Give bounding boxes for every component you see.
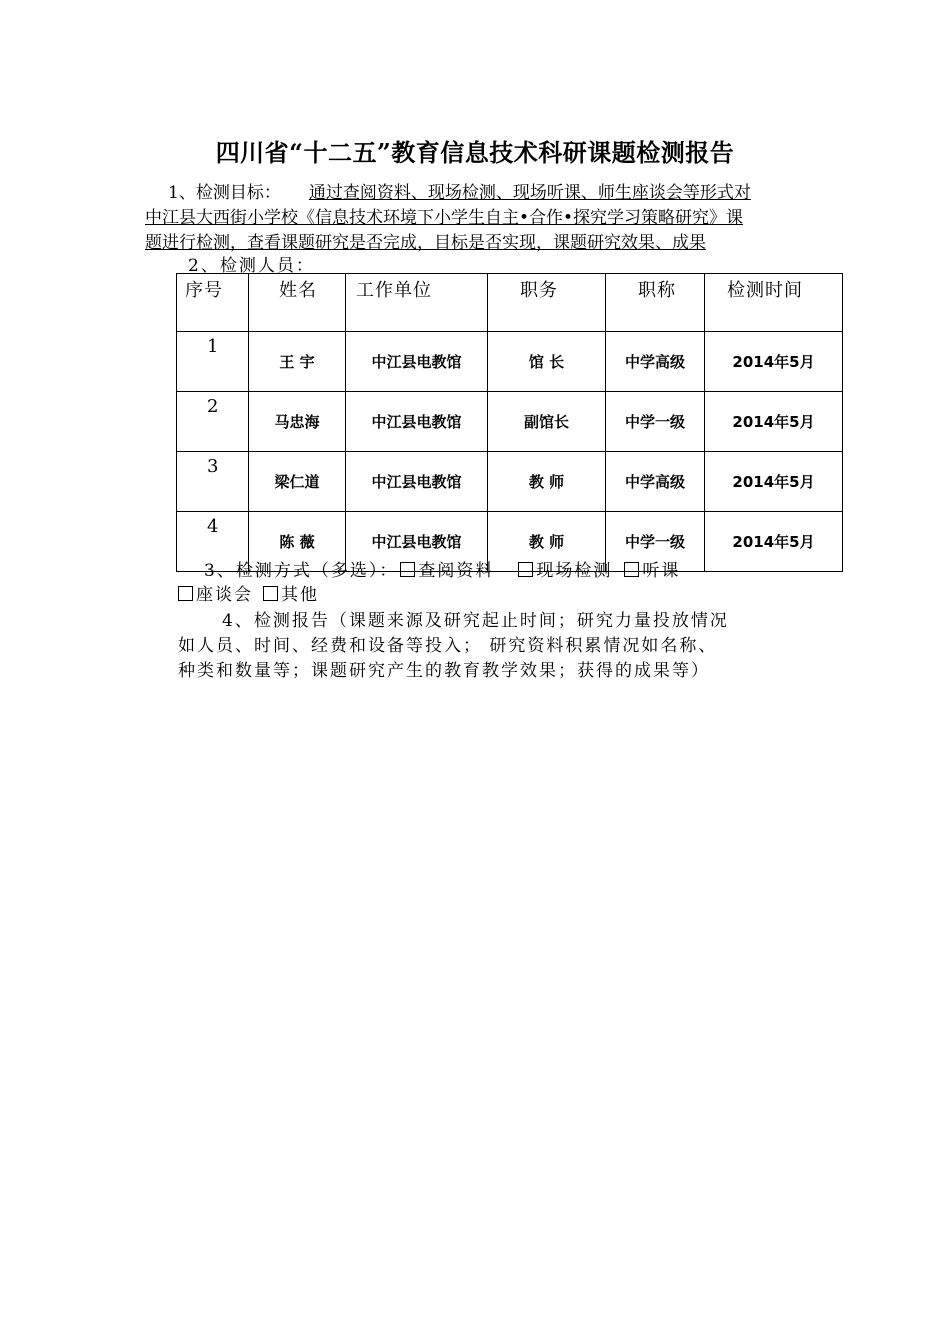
section3-line1 bbox=[204, 556, 680, 581]
checkbox-icon[interactable] bbox=[400, 562, 415, 577]
cell-date: 2014年5月 bbox=[705, 392, 843, 452]
header-position: 职务 bbox=[488, 274, 606, 332]
checkbox-icon[interactable] bbox=[263, 586, 278, 601]
option-label: 听课 bbox=[642, 561, 681, 581]
option-label: 现场检测 bbox=[536, 561, 613, 581]
header-title: 职称 bbox=[606, 274, 705, 332]
section1-line1 bbox=[168, 178, 751, 203]
header-date: 检测时间 bbox=[705, 274, 843, 332]
cell-title: 中学高级 bbox=[606, 452, 705, 512]
section4-line2: 如人员、时间、经费和设备等投入； 研究资料积累情况如名称、 bbox=[178, 636, 718, 656]
option-label: 座谈会 bbox=[196, 585, 253, 605]
cell-unit: 中江县电教馆 bbox=[346, 392, 488, 452]
table-row bbox=[177, 392, 843, 452]
cell-position: 副馆长 bbox=[488, 392, 606, 452]
cell-name: 梁仁道 bbox=[249, 452, 346, 512]
cell-name: 陈 薇 bbox=[249, 512, 346, 572]
table-header-row bbox=[177, 274, 843, 332]
cell-unit: 中江县电教馆 bbox=[346, 332, 488, 392]
cell-seq: 4 bbox=[177, 512, 249, 572]
cell-position: 馆 长 bbox=[488, 332, 606, 392]
cell-date: 2014年5月 bbox=[705, 452, 843, 512]
section1-text-line3: 题进行检测，查看课题研究是否完成，目标是否实现，课题研究效果、成果 bbox=[145, 233, 706, 253]
cell-title: 中学一级 bbox=[606, 512, 705, 572]
table-row bbox=[177, 332, 843, 392]
page-title: 四川省“十二五”教育信息技术科研课题检测报告 bbox=[215, 138, 735, 167]
cell-date: 2014年5月 bbox=[705, 512, 843, 572]
cell-title: 中学高级 bbox=[606, 332, 705, 392]
checkbox-icon[interactable] bbox=[178, 586, 193, 601]
table-row bbox=[177, 452, 843, 512]
cell-unit: 中江县电教馆 bbox=[346, 452, 488, 512]
option-label: 查阅资料 bbox=[418, 561, 495, 581]
staff-table bbox=[176, 273, 843, 572]
cell-seq: 1 bbox=[177, 332, 249, 392]
cell-position: 教 师 bbox=[488, 452, 606, 512]
header-seq: 序号 bbox=[177, 274, 249, 332]
section3-line2 bbox=[176, 580, 319, 605]
cell-position: 教 师 bbox=[488, 512, 606, 572]
section1-label: 1、检测目标： bbox=[168, 183, 281, 203]
header-unit: 工作单位 bbox=[346, 274, 488, 332]
cell-unit: 中江县电教馆 bbox=[346, 512, 488, 572]
section4-line1: 4、检测报告（课题来源及研究起止时间；研究力量投放情况 bbox=[222, 611, 729, 631]
cell-seq: 3 bbox=[177, 452, 249, 512]
cell-date: 2014年5月 bbox=[705, 332, 843, 392]
section4-line3: 种类和数量等；课题研究产生的教育教学效果；获得的成果等） bbox=[178, 661, 710, 681]
section2-label: 2、检测人员： bbox=[188, 256, 315, 276]
header-name: 姓名 bbox=[249, 274, 346, 332]
cell-name: 马忠海 bbox=[249, 392, 346, 452]
section1-text-line2: 中江县大西街小学校《信息技术环境下小学生自主•合作•探究学习策略研究》课 bbox=[145, 208, 744, 228]
cell-seq: 2 bbox=[177, 392, 249, 452]
cell-name: 王 宇 bbox=[249, 332, 346, 392]
section3-label: 3、检测方式（多选）： bbox=[204, 561, 399, 581]
checkbox-icon[interactable] bbox=[518, 562, 533, 577]
checkbox-icon[interactable] bbox=[624, 562, 639, 577]
cell-title: 中学一级 bbox=[606, 392, 705, 452]
option-label: 其他 bbox=[281, 585, 319, 605]
section1-text-line1: 通过查阅资料、现场检测、现场听课、师生座谈会等形式对 bbox=[308, 183, 751, 203]
